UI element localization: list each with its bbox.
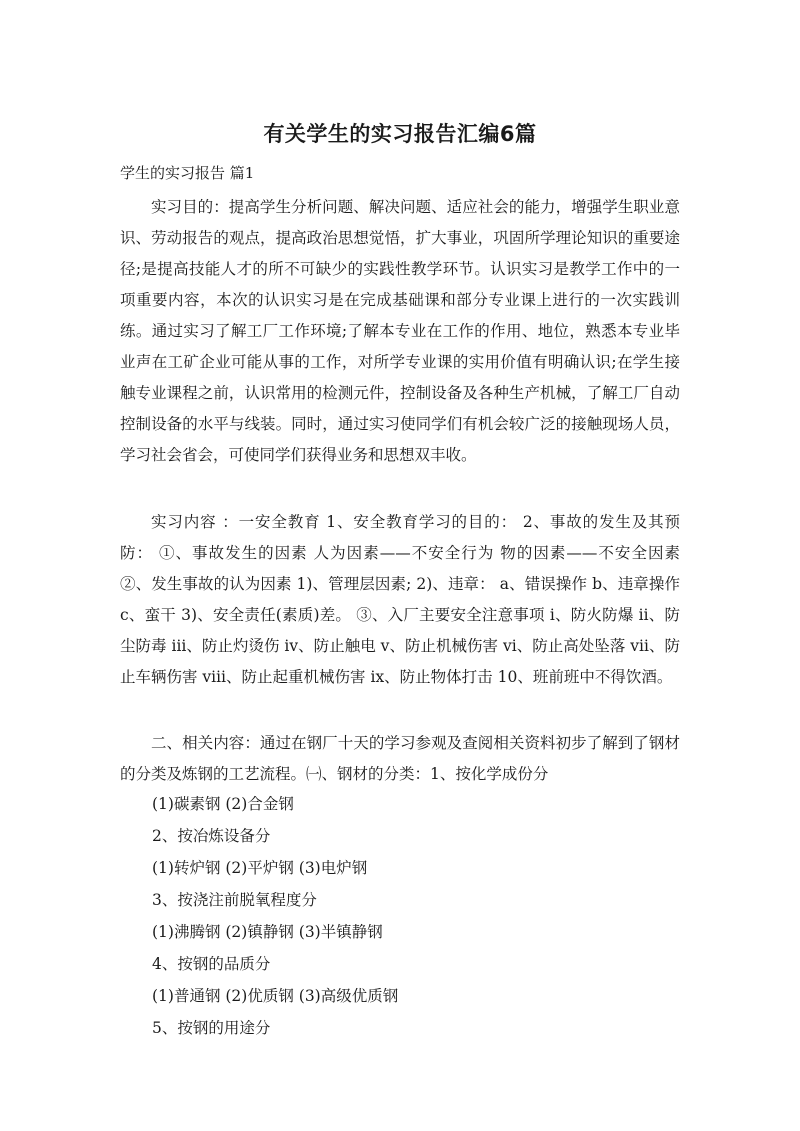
list-item: 3、按浇注前脱氧程度分 (152, 891, 317, 909)
steel-classification-list (152, 788, 672, 1044)
paragraph-text: 实习目的：提高学生分析问题、解决问题、适应社会的能力，增强学生职业意识、劳动报告的观点，提高政治思想觉悟，扩大事业，巩固所学理论知识的重要途径;是提高技能人才的所不可缺少的实践性教学环节。认识实习是教学工作中的一项重要内容，本次的认识实习是在完成基础课和部分专业课上进行的一次实践训练。通过实习了解工厂工作环境;了解本专业在工作的作用、地位，熟悉本专业毕业声在工矿企业可能从事的工作，对所学专业课的实用价值有明确认识;在学生接触专业课程之前，认识常用的检测元件，控制设备及各种生产机械，了解工厂自动控制设备的水平与线装。同时，通过实习使同学们有机会较广泛的接触现场人员，学习社会省会，可使同学们获得业务和思想双丰收。 (120, 198, 680, 464)
list-item: 4、按钢的品质分 (152, 955, 271, 973)
list-item: (1)碳素钢 (2)合金钢 (152, 795, 294, 813)
paragraph-text: 实习内容 ：一安全教育 1、安全教育学习的目的： 2、事故的发生及其预防： ①、事故发生的因素 人为因素——不安全行为 物的因素——不安全因素 ②、发生事故的认为因素 1)、管理层因素; 2)、违章： a、错误操作 b、违章操作 c、蛮干 3)、安全责任(素质)差。 ③、入厂主要安全注意事项 ⅰ、防火防爆 ⅱ、防尘防毒 ⅲ、防止灼烫伤 ⅳ、防止触电 ⅴ、防止机械伤害 ⅵ、防止高处坠落 ⅶ、防止车辆伤害 ⅷ、防止起重机械伤害 ⅸ、防止物体打击 10、班前班中不得饮酒。 (120, 513, 680, 686)
list-item: (1)沸腾钢 (2)镇静钢 (3)半镇静钢 (152, 923, 383, 941)
paragraph-purpose (120, 192, 680, 471)
list-item: 5、按钢的用途分 (152, 1019, 271, 1037)
document-title: 有关学生的实习报告汇编6篇 (263, 122, 537, 146)
paragraph-text: 二、相关内容：通过在钢厂十天的学习参观及查阅相关资料初步了解到了钢材的分类及炼钢的工艺流程。㈠、钢材的分类：1、按化学成份分 (120, 734, 680, 783)
paragraph-related (120, 728, 680, 790)
list-item: (1)普通钢 (2)优质钢 (3)高级优质钢 (152, 987, 399, 1005)
paragraph-content (120, 507, 680, 693)
section-heading: 学生的实习报告 篇1 (120, 164, 255, 182)
list-item: (1)转炉钢 (2)平炉钢 (3)电炉钢 (152, 859, 368, 877)
list-item: 2、按冶炼设备分 (152, 827, 271, 845)
